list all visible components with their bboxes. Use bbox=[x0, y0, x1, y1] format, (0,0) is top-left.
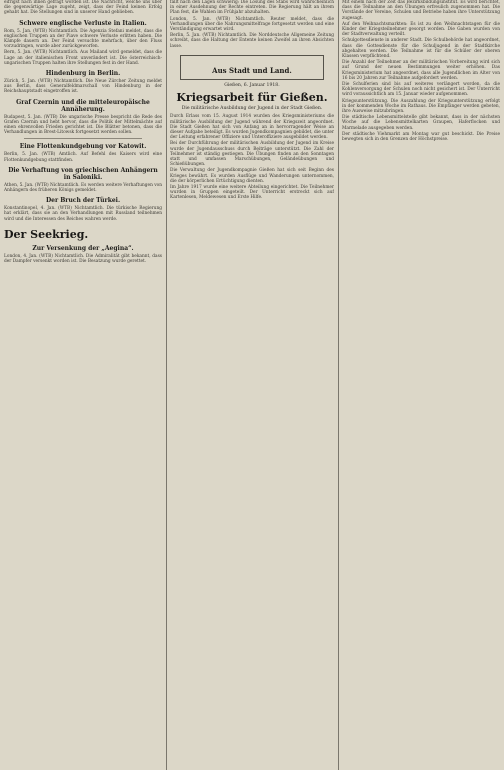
column-left bbox=[4, 0, 162, 770]
headline: Der Bruch der Türkei. bbox=[45, 197, 121, 205]
paragraph: Auf den Weihnachtsmarkten: Es ist zu den Weihnachtstagen für die Kinder der Kriegsteilnehmer gesorgt worden. Die Gaben wurden von der Stadtverwaltung verteilt. bbox=[342, 21, 500, 38]
paragraph: Athen, 5. Jan. (WTB) Nichtamtlich. Es werden weitere Verhaftungen von Anhängern des früheren Königs gemeldet. bbox=[4, 182, 162, 194]
paragraph: Konstantinopel, 4. Jan. (WTB) Nichtamtlich. Die türkische Regierung hat erklärt, dass sie an den Verhandlungen mit Russland teilnehmen wird und die Interessen des Reiches wahren werde. bbox=[4, 206, 162, 222]
article-subtitle: Die militärische Ausbildung der Jugend in der Stadt Gießen. bbox=[181, 105, 323, 111]
paragraph: Berlin, 5. Jan. (WTB) Nichtamtlich. Die Norddeutsche Allgemeine Zeitung schreibt, dass die Haltung der Entente keinen Zweifel an ihren Absichten lasse. bbox=[170, 33, 334, 49]
dateline: Gießen, 6. Januar 1918. bbox=[224, 82, 280, 88]
paragraph: Schulgottesdienste in anderer Stadt. Die Schulbehörde hat angeordnet, dass die Gottesdienste für die Schuljugend in der Stadtkirche abgehalten werden. Die Teilnahme ist für die Schüler der oberen Klassen verpflichtend. bbox=[342, 38, 500, 60]
article-title: Kriegsarbeit für Gießen. bbox=[176, 90, 328, 104]
headline: Hindenburg in Berlin. bbox=[45, 70, 121, 78]
headline: Die Verhaftung von griechischen Anhängern in Saloniki. bbox=[8, 166, 158, 181]
paragraph: Durch Erlass vom 15. August 1914 wurden des Kriegsministeriums die militärische Ausbildung der Jugend während der Kriegszeit angeordnet. Die Stadt Gießen hat sich von Anfang an in hervorragender Weise an dieser Aufgabe beteiligt. Es wurden Jugendkompagnien gebildet, die unter der Leitung erfahrener Offiziere und Unteroffiziere ausgebildet werden. bbox=[170, 114, 334, 141]
headline: Zur Versenkung der „Aegina“. bbox=[32, 244, 134, 252]
divider bbox=[24, 138, 142, 139]
paragraph: Im Jahre 1917 wurde eine weitere Abteilung eingerichtet. Die Teilnehmer wurden in Gruppen eingeteilt. Der Unterricht erstreckt sich auf Kartenlesen, Meldewesen und Erste Hilfe. bbox=[170, 185, 334, 201]
paragraph: Rom, 5. Jan. (WTB) Nichtamtlich. Die Agenzia Stefani meldet, dass die englischen Truppen an der Piave schwere Verluste erlitten haben. Die Kämpfe dauern an. Der Feind versuchte mehrfach, über den Fluss vorzudringen, wurde aber zurückgeworfen. bbox=[4, 28, 162, 50]
paragraph: Mit einem nach der Zeit das Bezirksbildungsinstitut. Es wird berichtet, dass die Teilnahme an den Übungen erfreulich zugenommen hat. Die Vorstände der Vereine, Schulen und Betriebe haben ihre Unterstützung zugesagt. bbox=[342, 0, 500, 21]
paragraph: Die städtische Lebensmittelstelle gibt bekannt, dass in der nächsten Woche auf die Lebensmittelkarten Graupen, Haferflocken und Marmelade ausgegeben werden. bbox=[342, 115, 500, 131]
column-right bbox=[342, 0, 500, 770]
headline: Schwere englische Verluste in Italien. bbox=[19, 19, 147, 27]
column-rule-right bbox=[338, 0, 339, 770]
paragraph: Der städtische Viehmarkt am Montag war gut beschickt. Die Preise bewegten sich in den Grenzen der Höchstpreise. bbox=[342, 131, 500, 143]
section-box-title: Aus Stadt und Land. bbox=[212, 65, 292, 75]
paragraph: Zürich, 5. Jan. (WTB) Nichtamtlich. Die Neue Zürcher Zeitung meldet aus Berlin, dass Generalfeldmarschall von Hindenburg in der Reichshauptstadt eingetroffen ist. bbox=[4, 79, 162, 95]
section-box bbox=[180, 55, 324, 80]
paragraph: London, 5. Jan. (WTB) Nichtamtlich. Reuter meldet, dass die Verhandlungen über die Nahrungsmittelfrage fortgesetzt werden und eine Verständigung erwartet wird. bbox=[170, 16, 334, 33]
paragraph: Kriegsunterstützung. Die Auszahlung der Kriegsunterstützung erfolgt in der kommenden Woche im Rathaus. Die Empfänger werden gebeten, ihre Ausweise mitzubringen. bbox=[342, 98, 500, 115]
paragraph: Die Verwaltung der Jugendkompagnie Gießen hat sich seit Beginn des Krieges bewährt. Es wurden Ausflüge und Wanderungen unternommen, die der körperlichen Ertüchtigung dienten. bbox=[170, 168, 334, 184]
paragraph: Berlin, 5. Jan. (WTB) Amtlich. Auf Befehl des Kaisers wird eine Flottenkundgebung stattfinden. bbox=[4, 152, 162, 163]
paragraph: Bern, 5. Jan. (WTB) Nichtamtlich. Aus Mailand wird gemeldet, dass die Lage an der italienischen Front unverändert ist. Die österreichisch-ungarischen Truppen halten ihre Stellungen fest in der Hand. bbox=[4, 50, 162, 66]
paragraph: Die Schulferien sind bis auf weiteres verlängert worden, da die Kohlenversorgung der Schulen noch nicht gesichert ist. Der Unterricht wird voraussichtlich am 15. Januar wieder aufgenommen. bbox=[342, 82, 500, 98]
headline: Eine Flottenkundgebung vor Katowit. bbox=[19, 143, 147, 151]
paragraph: Bei der Durchführung der militärischen Ausbildung der Jugend im Kreise wurde der Jugendausschuss durch Beiträge unterstützt. Die Zahl der Teilnehmer ist ständig gestiegen. Die Übungen finden an den Sonntagen statt und umfassen Marschübungen, Geländeübungen und Schießübungen. bbox=[170, 141, 334, 168]
section-title: Der Seekrieg. bbox=[4, 227, 89, 241]
paragraph: London, 4. Jan. (WTB) Nichtamtlich. Die Admiralität gibt bekannt, dass der Dampfer versenkt worden ist. Die Besatzung wurde gerettet. bbox=[4, 253, 162, 265]
paragraph: Budapest, 5. Jan. (WTB) Die ungarische Presse bespricht die Rede des Grafen Czernin und hebt hervor, dass die Politik der Mittelmächte auf einen ehrenvollen Frieden gerichtet ist. Die Blätter betonen, dass die Verhandlungen in Brest-Litowsk fortgesetzt werden sollen. bbox=[4, 114, 162, 136]
article-lead: eifrigst nach ihnen gefragt worden ist. Die Nachricht, welche uns über die gegenwärtige Lage zugeht, zeigt, dass der Feind keinen Erfolg gehabt hat. Die Stellungen sind in unserer Hand geblieben. bbox=[4, 0, 162, 16]
paragraph: Die Anzahl der Teilnehmer an der militärischen Vorbereitung wird sich auf Grund der neuen Bestimmungen weiter erhöhen. Das Kriegsministerium hat angeordnet, dass alle Jugendlichen im Alter von 16 bis 20 Jahren zur Teilnahme aufgefordert werden. bbox=[342, 60, 500, 81]
column-rule-left bbox=[166, 0, 167, 770]
headline: Graf Czernin und die mitteleuropäische Annäherung. bbox=[16, 98, 150, 113]
column-middle bbox=[170, 0, 334, 770]
paragraph: fällt nach den Lagen schwierig: Die Lösung des Stabs wird wahrscheinlich in einer Ausdehnung der Rechte eintreten. Die Regierung hält an ihrem Plan fest, die Wahlen im Frühjahr abzuhalten. bbox=[170, 0, 334, 16]
